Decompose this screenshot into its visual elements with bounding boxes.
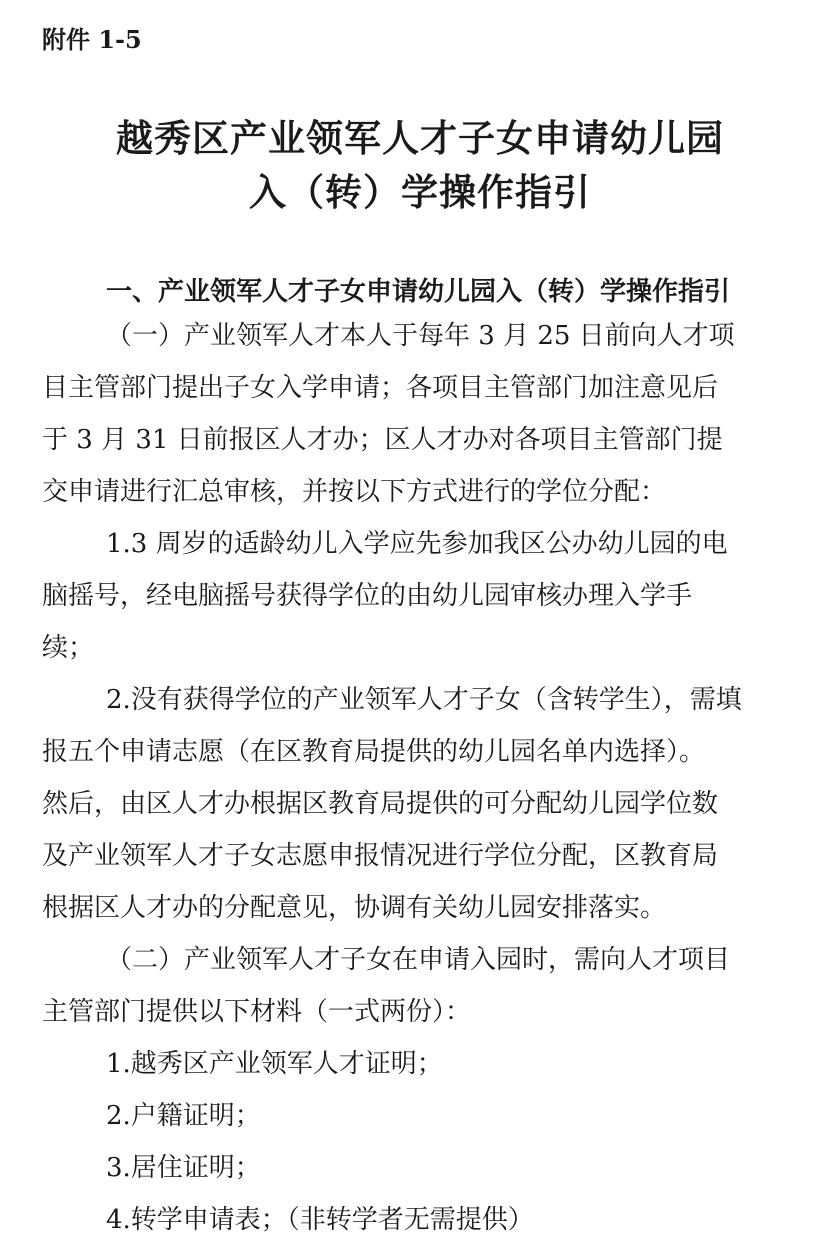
paragraph-3-line-5: 根据区人才办的分配意见，协调有关幼儿园安排落实。 [42,893,667,923]
paragraph-4-line-1: （二）产业领军人才子女在申请入园时，需向人才项目 [106,945,731,975]
document-title-line-2: 入（转）学操作指引 [249,170,591,214]
paragraph-2-line-2: 脑摇号，经电脑摇号获得学位的由幼儿园审核办理入学手 [42,581,693,611]
paragraph-2-line-1: 1.3 周岁的适龄幼儿入学应先参加我区公办幼儿园的电 [106,529,728,559]
document-title-line-1: 越秀区产业领军人才子女申请幼儿园 [116,116,724,160]
attachment-label: 附件 1-5 [42,25,142,54]
paragraph-1-line-4: 交申请进行汇总审核，并按以下方式进行的学位分配： [42,477,667,507]
paragraph-1-line-2: 目主管部门提出子女入学申请；各项目主管部门加注意见后 [42,373,719,403]
material-item: 3.居住证明； [106,1153,261,1183]
paragraph-3-line-3: 然后，由区人才办根据区教育局提供的可分配幼儿园学位数 [42,789,719,819]
paragraph-1-line-3: 于 3 月 31 日前报区人才办；区人才办对各项目主管部门提 [42,425,723,455]
material-item: 1.越秀区产业领军人才证明； [106,1049,443,1079]
section-heading: 一、产业领军人才子女申请幼儿园入（转）学操作指引 [106,277,731,307]
paragraph-3-line-2: 报五个申请志愿（在区教育局提供的幼儿园名单内选择）。 [42,737,706,767]
material-item: 4.转学申请表；（非转学者无需提供） [106,1205,534,1235]
paragraph-2-line-3: 续； [42,633,95,663]
paragraph-3-line-4: 及产业领军人才子女志愿申报情况进行学位分配，区教育局 [42,841,719,871]
paragraph-3-line-1: 2.没有获得学位的产业领军人才子女（含转学生），需填 [106,685,742,715]
material-item: 2.户籍证明； [106,1101,261,1131]
paragraph-1-line-1: （一）产业领军人才本人于每年 3 月 25 日前向人才项 [106,321,735,351]
paragraph-4-line-2: 主管部门提供以下材料（一式两份）： [42,997,472,1027]
